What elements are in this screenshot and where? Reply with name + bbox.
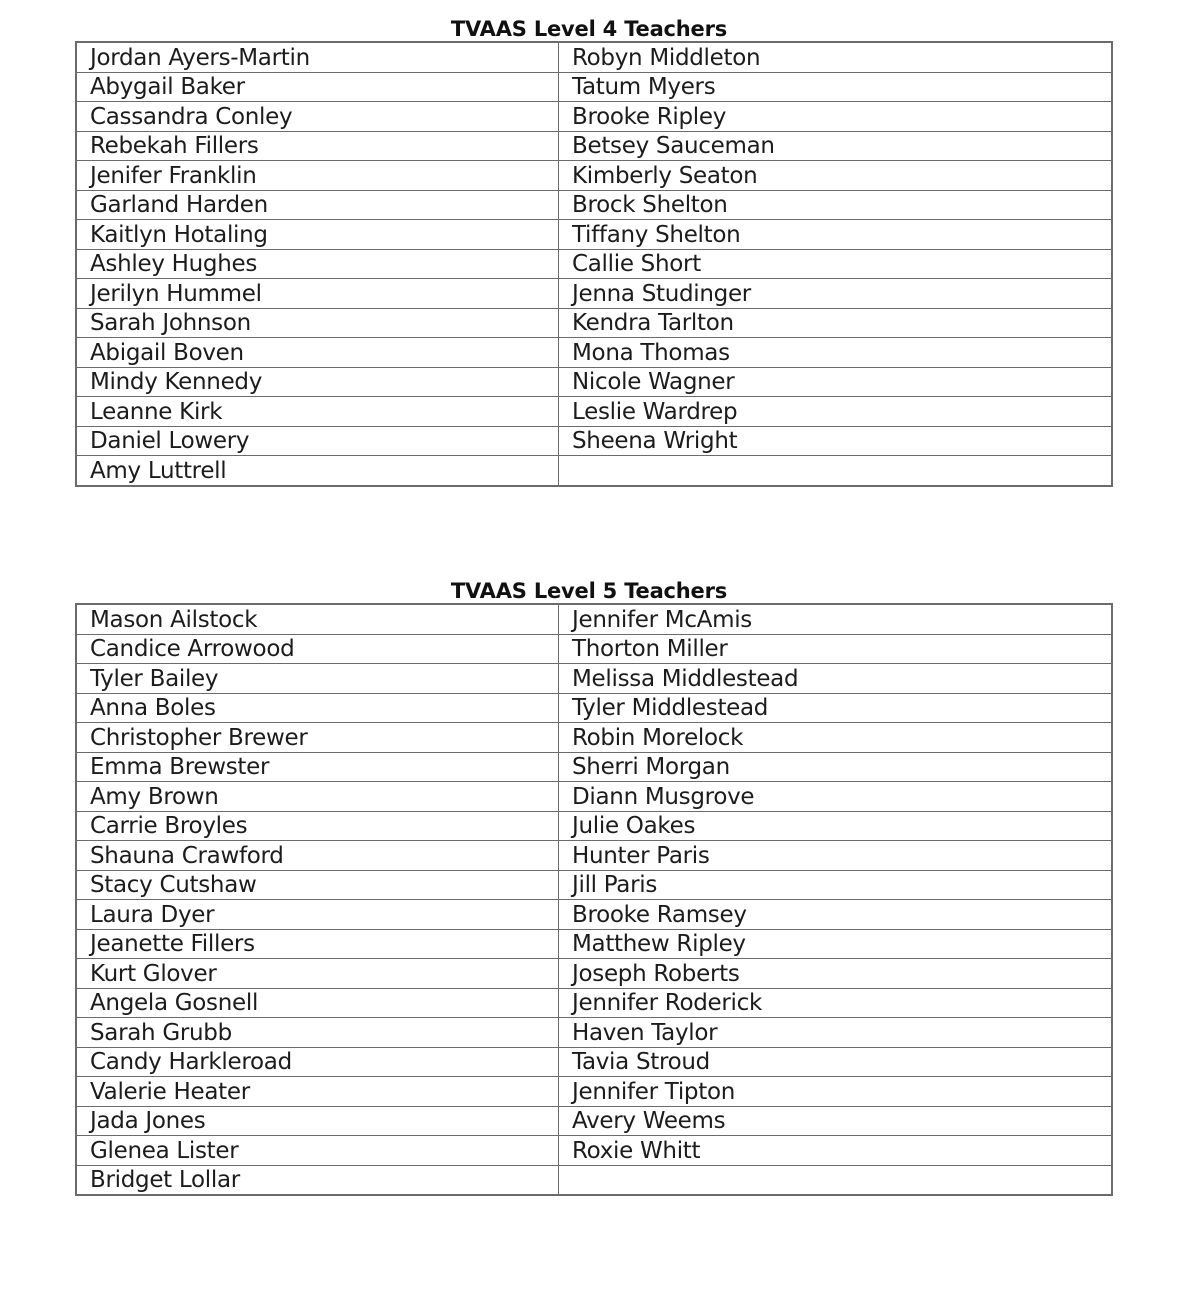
teacher-name-cell: Carrie Broyles bbox=[76, 811, 559, 841]
table-row bbox=[76, 367, 1112, 397]
level5-section bbox=[75, 579, 1095, 1196]
level5-table-body bbox=[76, 604, 1112, 1195]
teacher-name-cell: Brooke Ripley bbox=[559, 102, 1113, 132]
teacher-name-cell: Sarah Grubb bbox=[76, 1018, 559, 1048]
table-row bbox=[76, 870, 1112, 900]
teacher-name-cell bbox=[559, 456, 1113, 486]
teacher-name-cell: Stacy Cutshaw bbox=[76, 870, 559, 900]
teacher-name-cell: Abygail Baker bbox=[76, 72, 559, 102]
teacher-name-cell: Kurt Glover bbox=[76, 959, 559, 989]
teacher-name-cell: Rebekah Fillers bbox=[76, 131, 559, 161]
teacher-name-cell: Anna Boles bbox=[76, 693, 559, 723]
teacher-name-cell: Leslie Wardrep bbox=[559, 397, 1113, 427]
level4-section bbox=[75, 17, 1095, 487]
teacher-name-cell: Tavia Stroud bbox=[559, 1047, 1113, 1077]
teacher-name-cell: Cassandra Conley bbox=[76, 102, 559, 132]
teacher-name-cell: Haven Taylor bbox=[559, 1018, 1113, 1048]
level5-title: TVAAS Level 5 Teachers bbox=[450, 579, 728, 603]
level5-teacher-table bbox=[75, 603, 1113, 1196]
teacher-name-cell: Garland Harden bbox=[76, 190, 559, 220]
table-row bbox=[76, 664, 1112, 694]
table-row bbox=[76, 131, 1112, 161]
teacher-name-cell: Jenna Studinger bbox=[559, 279, 1113, 309]
teacher-name-cell: Jenifer Franklin bbox=[76, 161, 559, 191]
teacher-name-cell: Julie Oakes bbox=[559, 811, 1113, 841]
table-row bbox=[76, 72, 1112, 102]
teacher-name-cell: Mona Thomas bbox=[559, 338, 1113, 368]
teacher-name-cell bbox=[559, 1165, 1113, 1195]
teacher-name-cell: Thorton Miller bbox=[559, 634, 1113, 664]
table-row bbox=[76, 604, 1112, 634]
table-row bbox=[76, 900, 1112, 930]
teacher-name-cell: Laura Dyer bbox=[76, 900, 559, 930]
teacher-name-cell: Diann Musgrove bbox=[559, 782, 1113, 812]
teacher-name-cell: Abigail Boven bbox=[76, 338, 559, 368]
teacher-name-cell: Ashley Hughes bbox=[76, 249, 559, 279]
teacher-name-cell: Jennifer McAmis bbox=[559, 604, 1113, 634]
teacher-name-cell: Robyn Middleton bbox=[559, 42, 1113, 72]
table-row bbox=[76, 693, 1112, 723]
teacher-name-cell: Joseph Roberts bbox=[559, 959, 1113, 989]
table-row bbox=[76, 190, 1112, 220]
level4-title: TVAAS Level 4 Teachers bbox=[450, 17, 728, 41]
teacher-name-cell: Brooke Ramsey bbox=[559, 900, 1113, 930]
table-row bbox=[76, 279, 1112, 309]
teacher-name-cell: Melissa Middlestead bbox=[559, 664, 1113, 694]
table-row bbox=[76, 42, 1112, 72]
teacher-name-cell: Jada Jones bbox=[76, 1106, 559, 1136]
table-row bbox=[76, 1018, 1112, 1048]
teacher-name-cell: Kendra Tarlton bbox=[559, 308, 1113, 338]
teacher-name-cell: Sherri Morgan bbox=[559, 752, 1113, 782]
teacher-name-cell: Jennifer Tipton bbox=[559, 1077, 1113, 1107]
table-row bbox=[76, 841, 1112, 871]
table-row bbox=[76, 426, 1112, 456]
table-row bbox=[76, 1106, 1112, 1136]
teacher-name-cell: Leanne Kirk bbox=[76, 397, 559, 427]
table-row bbox=[76, 338, 1112, 368]
teacher-name-cell: Daniel Lowery bbox=[76, 426, 559, 456]
level4-teacher-table bbox=[75, 41, 1113, 487]
teacher-name-cell: Bridget Lollar bbox=[76, 1165, 559, 1195]
teacher-name-cell: Robin Morelock bbox=[559, 723, 1113, 753]
teacher-name-cell: Hunter Paris bbox=[559, 841, 1113, 871]
teacher-name-cell: Tatum Myers bbox=[559, 72, 1113, 102]
table-row bbox=[76, 959, 1112, 989]
teacher-name-cell: Matthew Ripley bbox=[559, 929, 1113, 959]
table-row bbox=[76, 782, 1112, 812]
table-row bbox=[76, 1077, 1112, 1107]
teacher-name-cell: Tiffany Shelton bbox=[559, 220, 1113, 250]
table-row bbox=[76, 220, 1112, 250]
teacher-name-cell: Jill Paris bbox=[559, 870, 1113, 900]
teacher-name-cell: Jennifer Roderick bbox=[559, 988, 1113, 1018]
table-row bbox=[76, 249, 1112, 279]
teacher-name-cell: Angela Gosnell bbox=[76, 988, 559, 1018]
teacher-name-cell: Amy Brown bbox=[76, 782, 559, 812]
teacher-name-cell: Glenea Lister bbox=[76, 1136, 559, 1166]
teacher-name-cell: Jerilyn Hummel bbox=[76, 279, 559, 309]
teacher-name-cell: Valerie Heater bbox=[76, 1077, 559, 1107]
table-row bbox=[76, 102, 1112, 132]
teacher-name-cell: Tyler Bailey bbox=[76, 664, 559, 694]
teacher-name-cell: Amy Luttrell bbox=[76, 456, 559, 486]
teacher-name-cell: Sarah Johnson bbox=[76, 308, 559, 338]
teacher-name-cell: Tyler Middlestead bbox=[559, 693, 1113, 723]
teacher-name-cell: Shauna Crawford bbox=[76, 841, 559, 871]
teacher-name-cell: Roxie Whitt bbox=[559, 1136, 1113, 1166]
table-row bbox=[76, 456, 1112, 486]
table-row bbox=[76, 723, 1112, 753]
table-row bbox=[76, 161, 1112, 191]
teacher-name-cell: Avery Weems bbox=[559, 1106, 1113, 1136]
table-row bbox=[76, 811, 1112, 841]
table-row bbox=[76, 988, 1112, 1018]
teacher-name-cell: Nicole Wagner bbox=[559, 367, 1113, 397]
table-row bbox=[76, 1047, 1112, 1077]
teacher-name-cell: Christopher Brewer bbox=[76, 723, 559, 753]
table-row bbox=[76, 1165, 1112, 1195]
teacher-name-cell: Emma Brewster bbox=[76, 752, 559, 782]
teacher-name-cell: Kimberly Seaton bbox=[559, 161, 1113, 191]
teacher-name-cell: Mindy Kennedy bbox=[76, 367, 559, 397]
table-row bbox=[76, 634, 1112, 664]
teacher-name-cell: Callie Short bbox=[559, 249, 1113, 279]
teacher-name-cell: Jordan Ayers-Martin bbox=[76, 42, 559, 72]
teacher-name-cell: Candy Harkleroad bbox=[76, 1047, 559, 1077]
teacher-name-cell: Mason Ailstock bbox=[76, 604, 559, 634]
teacher-name-cell: Sheena Wright bbox=[559, 426, 1113, 456]
table-row bbox=[76, 308, 1112, 338]
table-row bbox=[76, 929, 1112, 959]
teacher-name-cell: Kaitlyn Hotaling bbox=[76, 220, 559, 250]
table-row bbox=[76, 752, 1112, 782]
teacher-name-cell: Candice Arrowood bbox=[76, 634, 559, 664]
level4-table-body bbox=[76, 42, 1112, 486]
teacher-name-cell: Jeanette Fillers bbox=[76, 929, 559, 959]
table-row bbox=[76, 1136, 1112, 1166]
table-row bbox=[76, 397, 1112, 427]
teacher-name-cell: Brock Shelton bbox=[559, 190, 1113, 220]
teacher-name-cell: Betsey Sauceman bbox=[559, 131, 1113, 161]
